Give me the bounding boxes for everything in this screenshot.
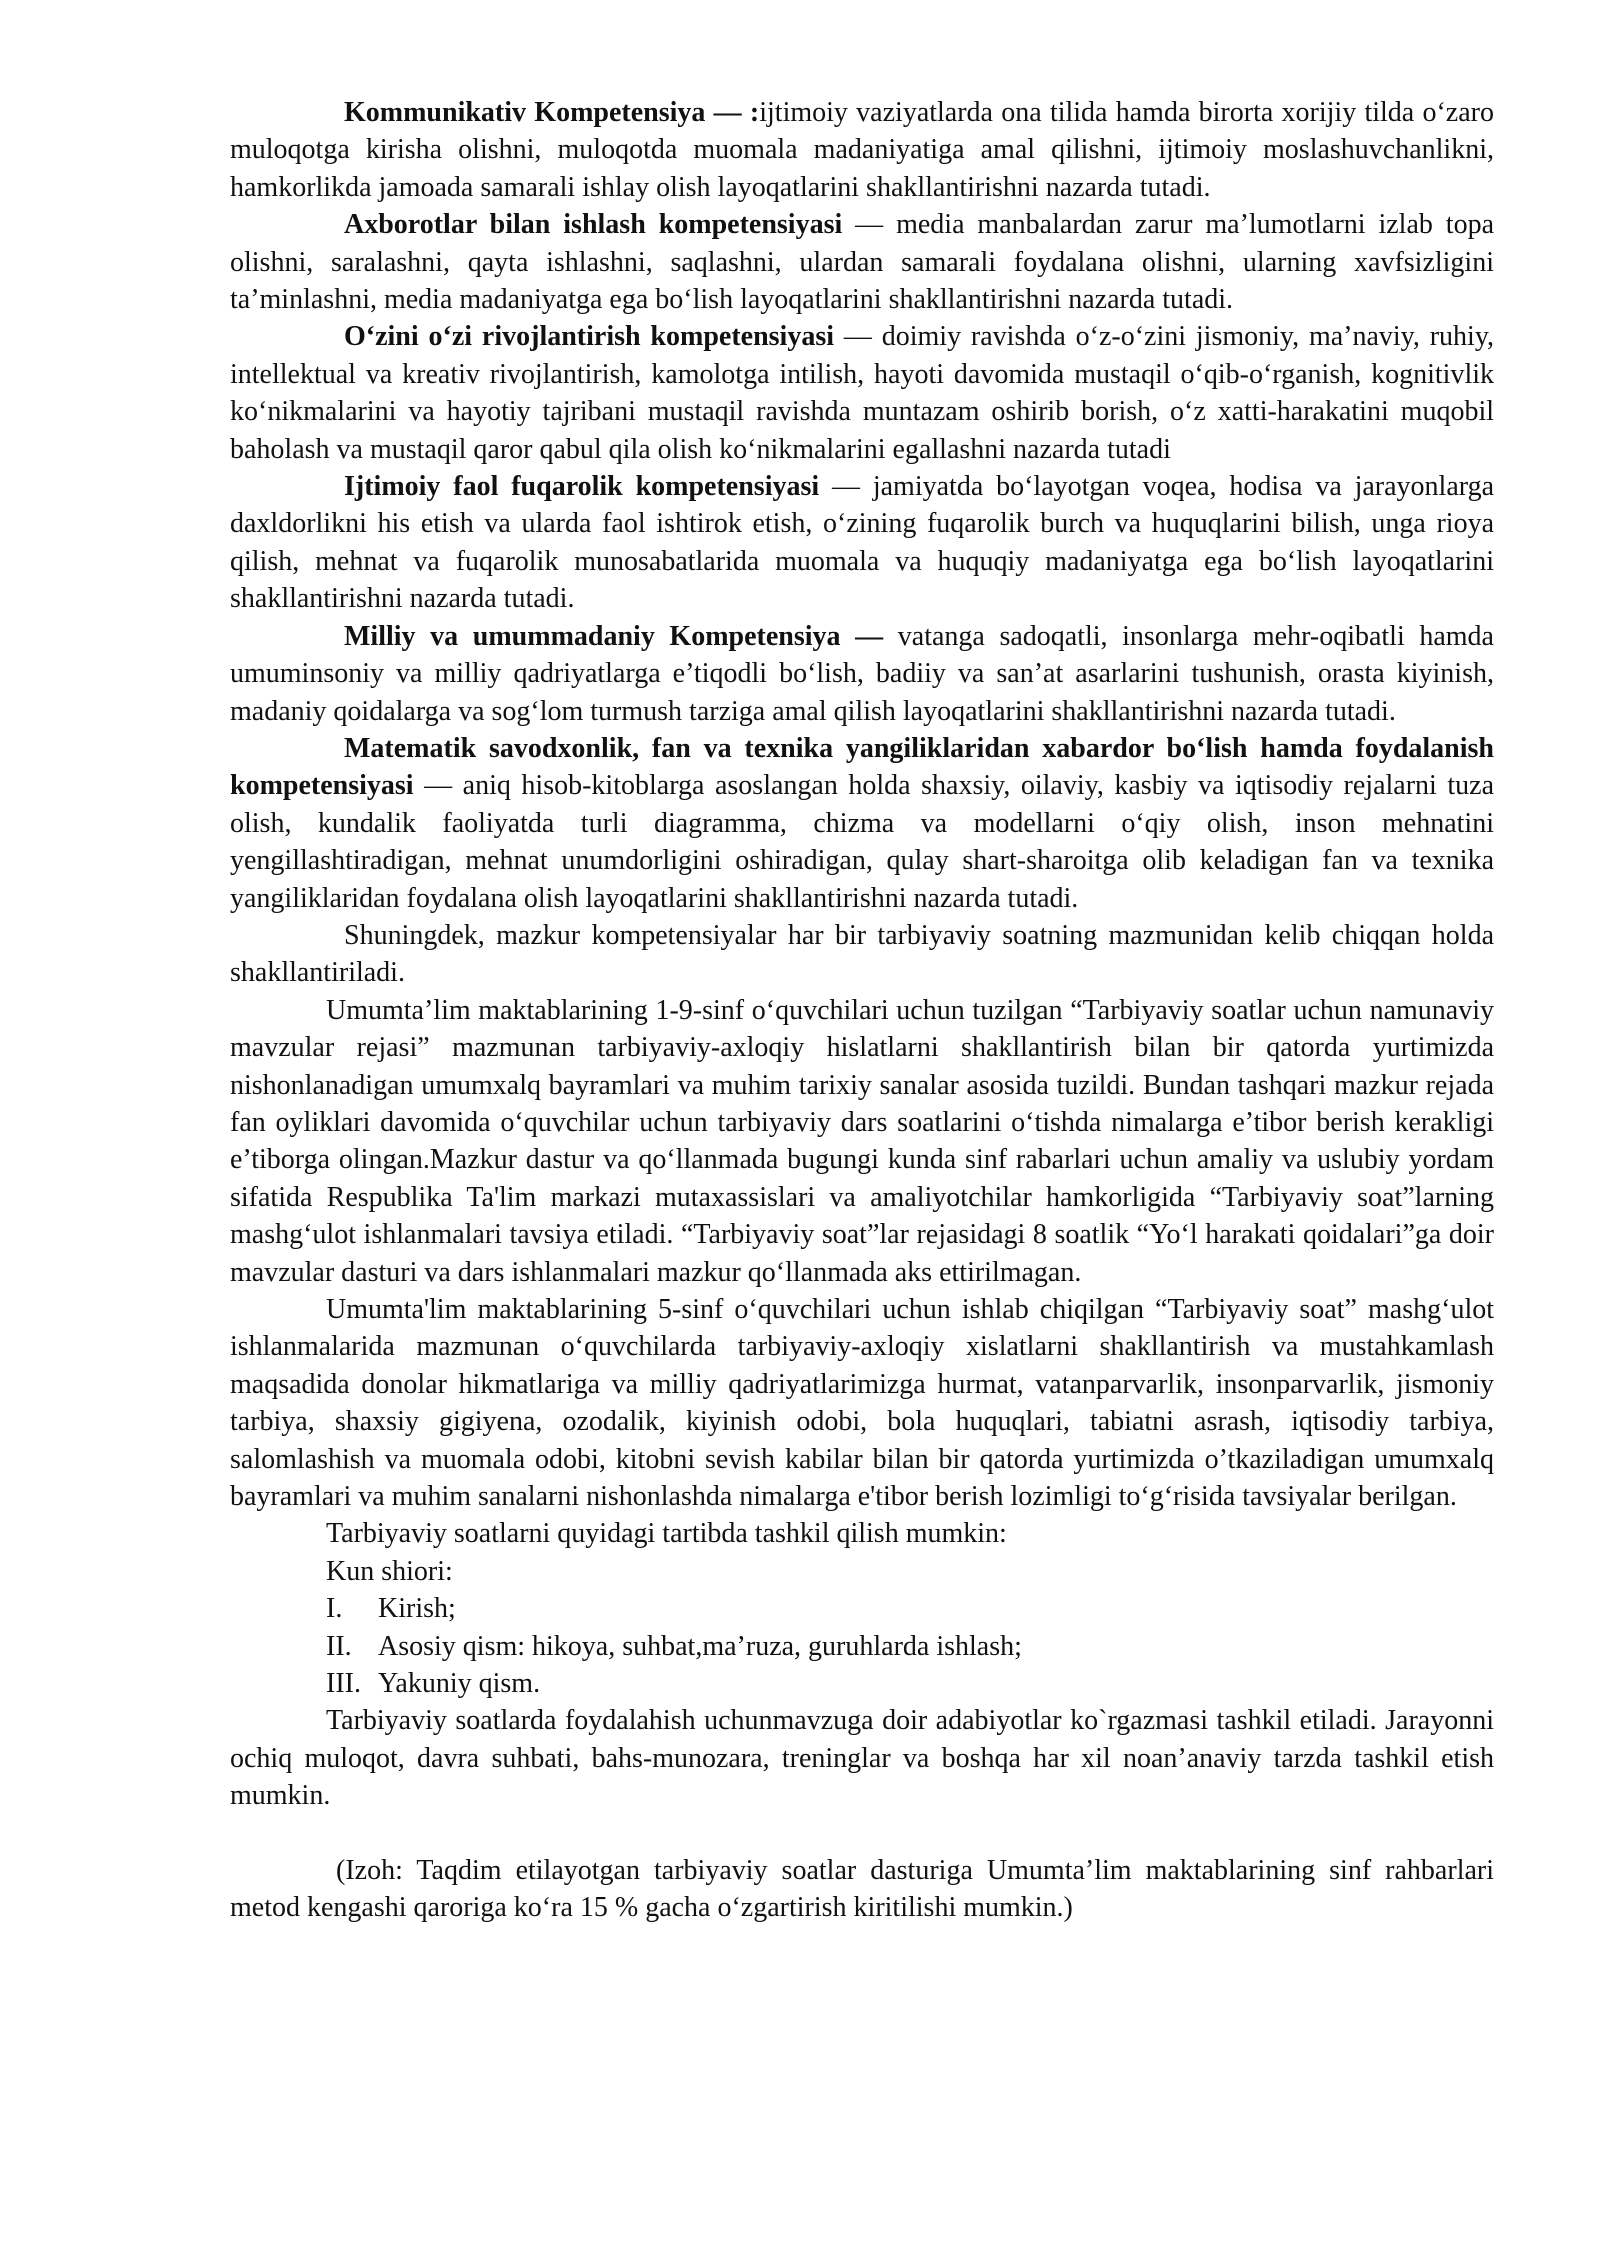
paragraph-umumtalim-5: Umumta'lim maktablarining 5-sinf o‘quvchilari uchun ishlab chiqilgan “Tarbiyaviy soat” mashg‘ulot ishlanmalarida mazmunan o‘quvchilarda tarbiyaviy-axloqiy xislatlarni shakllantirish va mustahkamlash maqsadida donolar hikmatlariga va milliy qadriyatlarimizga hurmat, vatanparvarlik, insonparvarlik, jismoniy tarbiya, shaxsiy gigiyena, ozodalik, kiyinish odobi, bola huquqlari, tabiatni asrash, iqtisodiy tarbiya, salomlashish va muomala odobi, kitobni sevish kabilar bilan bir qatorda yurtimizda o’tkaziladigan umumxalq bayramlari va muhim sanalarni nishonlashda nimalarga e'tibor berish lozimligi to‘g‘risida tavsiyalar berilgan. bbox=[230, 1294, 1494, 1513]
definition-milliy: vatanga sadoqatli, insonlarga mehr-oqibatli hamda umuminsoniy va milliy qadriyatlarga e’tiqodli bo‘lish, badiiy va san’at asarlarini tushunish, orasta kiyinish, madaniy qoidalarga va sog‘lom turmush tarziga amal qilish layoqatlarini shakllantirishni nazarda tutadi. bbox=[230, 620, 1494, 727]
list-item bbox=[230, 1628, 1494, 1665]
paragraph-axborotlar bbox=[230, 206, 1494, 318]
term-matematik: Matematik savodxonlik, fan va texnika yangiliklaridan xabardor bo‘lish hamda foydalanish kompetensiyasi bbox=[230, 732, 1494, 802]
definition-axborotlar: — media manbalardan zarur ma’lumotlarni izlab topa olishni, saralashni, qayta ishlashni, saqlashni, ulardan samarali foydalana olishni, ularning xavfsizligini ta’minlashni, media madaniyatga ega bo‘lish layoqatlarini shakllantirishni nazarda tutadi. bbox=[230, 209, 1494, 316]
term-milliy: Milliy va umummadaniy Kompetensiya — bbox=[344, 620, 884, 652]
paragraph-umumtalim-1-9: Umumta’lim maktablarining 1-9-sinf o‘quvchilari uchun tuzilgan “Tarbiyaviy soatlar uchun namunaviy mavzular rejasi” mazmunan tarbiyaviy-axloqiy hislatlarni shakllantirish bilan bir qatorda yurtimizda nishonlanadigan umumxalq bayramlari va muhim tarixiy sanalar asosida tuzildi. Bundan tashqari mazkur rejada fan oyliklari davomida o‘quvchilar uchun tarbiyaviy dars soatlarini o‘tishda nimalarga e’tibor berish kerakligi e’tiborga olingan.Mazkur dastur va qo‘llanmada bugungi kunda sinf rabarlari uchun amaliy va uslubiy yordam sifatida Respublika Ta'lim markazi mutaxassislari va amaliyotchilar hamkorligida “Tarbiyaviy soat”larning mashg‘ulot ishlanmalari tavsiya etiladi. “Tarbiyaviy soat”lar rejasidagi 8 soatlik “Yo‘l harakati qoidalari”ga doir mavzular dasturi va dars ishlanmalari mazkur qo‘llanmada aks ettirilmagan. bbox=[230, 994, 1494, 1288]
term-kommunikativ: Kommunikativ Kompetensiya — : bbox=[344, 97, 760, 128]
paragraph-tartib: Tarbiyaviy soatlarni quyidagi tartibda tashkil qilish mumkin: bbox=[326, 1518, 1007, 1550]
definition-ijtimoiy-faol: — jamiyatda bo‘layotgan voqea, hodisa va jarayonlarga daxldorlikni his etish va ularda faol ishtirok etish, o‘zining fuqarolik burch va huquqlarini bilish, unga rioya qilish, mehnat va fuqarolik munosabatlarida muomala va huquqiy madaniyatga ega bo‘lish layoqatlarini shakllantirishni nazarda tutadi. bbox=[230, 471, 1494, 615]
paragraph-kun-shiori: Kun shiori: bbox=[326, 1555, 453, 1587]
paragraph-milliy bbox=[230, 618, 1494, 730]
term-ozini-rivojlantirish: O‘zini o‘zi rivojlantirish kompetensiyasi bbox=[344, 321, 835, 353]
list-item bbox=[230, 1590, 1494, 1627]
list-item bbox=[230, 1665, 1494, 1702]
list-number: III. bbox=[326, 1668, 361, 1700]
definition-kommunikativ: ijtimoiy vaziyatlarda ona tilida hamda birorta xorijiy tilda o‘zaro muloqotga kirisha olishni, muloqotda muomala madaniyatiga amal qilishni, ijtimoiy moslashuvchanlikni, hamkorlikda jamoada samarali ishlay olish layoqatlarini shakllantirishni nazarda tutadi. bbox=[230, 97, 1494, 203]
term-axborotlar: Axborotlar bilan ishlash kompetensiyasi bbox=[344, 209, 843, 241]
paragraph-ozini-rivojlantirish bbox=[230, 318, 1494, 468]
note-paragraph: (Izoh: Taqdim etilayotgan tarbiyaviy soatlar dasturiga Umumta’lim maktablarining sinf rahbarlari metod kengashi qaroriga ko‘ra 15 % gacha o‘zgartirish kiritilishi mumkin.) bbox=[230, 1854, 1494, 1924]
list-number: I. bbox=[326, 1593, 343, 1625]
paragraph-matematik bbox=[230, 730, 1494, 917]
list-number: II. bbox=[326, 1630, 352, 1662]
list-text: Kirish; bbox=[378, 1593, 456, 1625]
list-text: Asosiy qism: hikoya, suhbat,ma’ruza, guruhlarda ishlash; bbox=[378, 1630, 1022, 1662]
paragraph-kommunikativ bbox=[230, 94, 1494, 206]
paragraph-ijtimoiy-faol bbox=[230, 468, 1494, 618]
paragraph-shuningdek: Shuningdek, mazkur kompetensiyalar har bir tarbiyaviy soatning mazmunidan kelib chiqqan holda shakllantiriladi. bbox=[230, 919, 1494, 989]
document-page bbox=[230, 94, 1494, 1927]
list-text: Yakuniy qism. bbox=[378, 1668, 541, 1700]
term-ijtimoiy-faol: Ijtimoiy faol fuqarolik kompetensiyasi bbox=[344, 471, 820, 503]
definition-matematik: — aniq hisob-kitoblarga asoslangan holda shaxsiy, oilaviy, kasbiy va iqtisodiy rejalarni tuza olish, kundalik faoliyatda turli diagramma, chizma va modellarni o‘qiy olish, inson mehnatini yengillashtiradigan, mehnat unumdorligini oshiradigan, qulay shart-sharoitga olib keladigan fan va texnika yangiliklaridan foydalana olish layoqatlarini shakllantirishni nazarda tutadi. bbox=[230, 770, 1494, 914]
definition-ozini-rivojlantirish: — doimiy ravishda o‘z-o‘zini jismoniy, ma’naviy, ruhiy, intellektual va kreativ rivojlantirish, kamolotga intilish, hayoti davomida mustaqil o‘qib-o‘rganish, kognitivlik ko‘nikmalarini va hayotiy tajribani mustaqil ravishda muntazam oshirib borish, o‘z xatti-harakatini muqobil baholash va mustaqil qaror qabul qila olish ko‘nikmalarini egallashni nazarda tutadi bbox=[230, 321, 1495, 465]
paragraph-korgazma: Tarbiyaviy soatlarda foydalahish uchunmavzuga doir adabiyotlar ko`rgazmasi tashkil etiladi. Jarayonni ochiq muloqot, davra suhbati, bahs-munozara, treninglar va boshqa har xil noan’anaviy tarzda tashkil etish mumkin. bbox=[230, 1705, 1494, 1812]
